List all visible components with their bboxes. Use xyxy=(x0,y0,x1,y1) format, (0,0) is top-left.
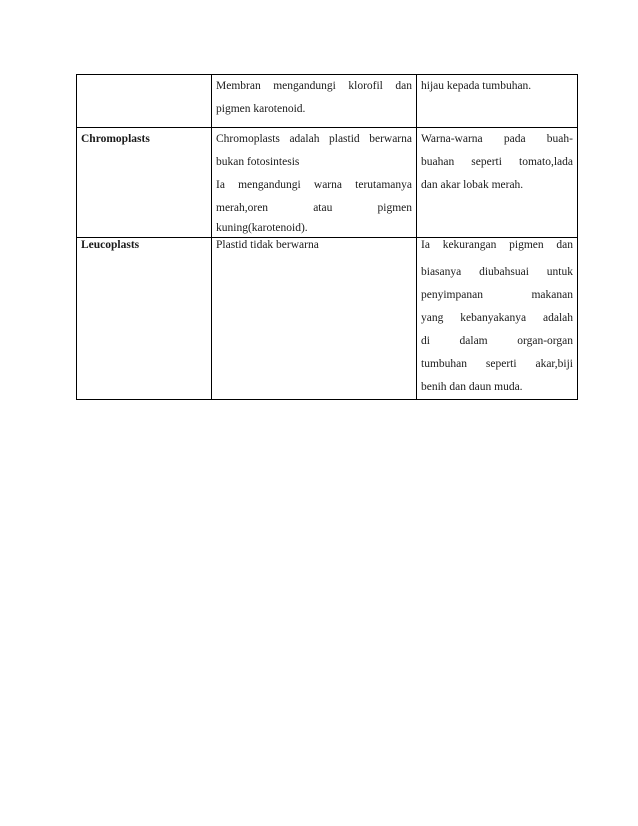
plastid-name: Leucoplasts xyxy=(81,239,140,251)
function-line: yang kebanyakanya adalah xyxy=(421,312,573,324)
structure-line: Plastid tidak berwarna xyxy=(216,239,319,251)
function-line: Ia kekurangan pigmen dan xyxy=(421,239,573,251)
plastid-table xyxy=(76,74,578,400)
function-cell xyxy=(417,238,578,400)
structure-cell xyxy=(212,238,417,400)
function-line: Warna-warna pada buah- xyxy=(421,133,573,145)
plastid-name-cell xyxy=(77,128,212,238)
structure-line: Ia mengandungi warna terutamanya xyxy=(216,179,412,191)
function-line: dan akar lobak merah. xyxy=(421,179,524,191)
plastid-name-cell xyxy=(77,238,212,400)
structure-cell xyxy=(212,128,417,238)
structure-line: Membran mengandungi klorofil dan xyxy=(216,80,412,92)
structure-line: kuning(karotenoid). xyxy=(216,222,308,234)
function-line: hijau kepada tumbuhan. xyxy=(421,80,532,92)
function-line: tumbuhan seperti akar,biji xyxy=(421,358,573,370)
structure-cell xyxy=(212,75,417,128)
structure-line: pigmen karotenoid. xyxy=(216,103,306,115)
structure-line: Chromoplasts adalah plastid berwarna xyxy=(216,133,412,145)
function-line: buahan seperti tomato,lada xyxy=(421,156,573,168)
function-line: di dalam organ-organ xyxy=(421,335,573,347)
table-row xyxy=(77,238,578,400)
function-line: biasanya diubahsuai untuk xyxy=(421,266,573,278)
table-row xyxy=(77,75,578,128)
structure-line: bukan fotosintesis xyxy=(216,156,300,168)
table-row xyxy=(77,128,578,238)
function-cell xyxy=(417,75,578,128)
function-line: penyimpanan makanan xyxy=(421,289,573,301)
function-cell xyxy=(417,128,578,238)
structure-line: merah,oren atau pigmen xyxy=(216,202,412,214)
function-line: benih dan daun muda. xyxy=(421,381,523,393)
plastid-name: Chromoplasts xyxy=(81,133,150,145)
plastid-name-cell xyxy=(77,75,212,128)
